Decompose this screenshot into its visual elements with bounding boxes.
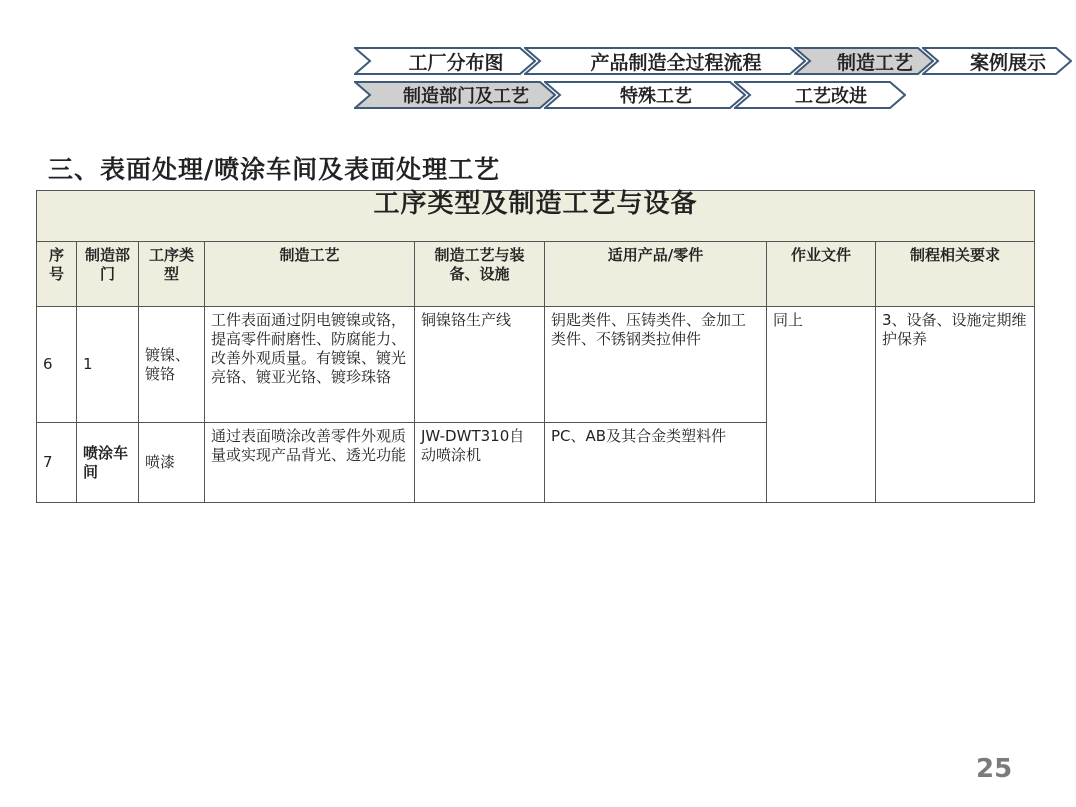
table-title: 工序类型及制造工艺与设备 bbox=[37, 191, 1035, 242]
cell-process: 工件表面通过阴电镀镍或铬，提高零件耐磨性、防腐能力、改善外观质量。有镀镍、镀光亮铬、镀亚光铬、镀珍珠铬 bbox=[205, 307, 415, 423]
cell-type: 镀镍、镀铬 bbox=[139, 307, 205, 423]
header-cell-requirements: 制程相关要求 bbox=[876, 242, 1035, 307]
cell-equipment: 铜镍铬生产线 bbox=[415, 307, 545, 423]
process-table bbox=[36, 190, 1035, 503]
cell-requirements: 3、设备、设施定期维护保养 bbox=[876, 307, 1035, 503]
cell-products: PC、AB及其合金类塑料件 bbox=[545, 423, 767, 503]
cell-products: 钥匙类件、压铸类件、金加工类件、不锈钢类拉伸件 bbox=[545, 307, 767, 423]
nav-subtab-special-process[interactable] bbox=[544, 81, 746, 109]
cell-dept: 喷涂车间 bbox=[77, 423, 139, 503]
header-cell-equipment: 制造工艺与装备、设施 bbox=[415, 242, 545, 307]
cell-dept: 1 bbox=[77, 307, 139, 423]
breadcrumb-nav bbox=[0, 0, 1076, 120]
nav-subtab-process-improvement[interactable] bbox=[734, 81, 906, 109]
header-cell-dept: 制造部门 bbox=[77, 242, 139, 307]
nav-tab-label: 产品制造全过程流程 bbox=[590, 51, 762, 74]
nav-tab-manufacturing-process[interactable] bbox=[794, 47, 934, 75]
nav-subtab-label: 工艺改进 bbox=[795, 86, 867, 107]
cell-type: 喷漆 bbox=[139, 423, 205, 503]
page-number: 25 bbox=[976, 754, 1013, 784]
nav-subtab-departments[interactable] bbox=[354, 81, 556, 109]
nav-tab-factory-map[interactable] bbox=[354, 47, 536, 75]
section-title: 三、表面处理/喷涂车间及表面处理工艺 bbox=[48, 155, 501, 184]
cell-process: 通过表面喷涂改善零件外观质量或实现产品背光、透光功能 bbox=[205, 423, 415, 503]
nav-tab-process-flow[interactable] bbox=[524, 47, 806, 75]
table-row bbox=[37, 307, 1035, 423]
header-cell-products: 适用产品/零件 bbox=[545, 242, 767, 307]
table-header-row bbox=[37, 242, 1035, 307]
header-cell-type: 工序类型 bbox=[139, 242, 205, 307]
nav-tab-label: 工厂分布图 bbox=[408, 51, 504, 74]
nav-subtab-label: 特殊工艺 bbox=[620, 86, 692, 107]
nav-tab-label: 案例展示 bbox=[969, 51, 1046, 74]
header-cell-process: 制造工艺 bbox=[205, 242, 415, 307]
header-cell-doc: 作业文件 bbox=[767, 242, 876, 307]
cell-no: 6 bbox=[37, 307, 77, 423]
nav-tab-label: 制造工艺 bbox=[836, 51, 913, 74]
cell-no: 7 bbox=[37, 423, 77, 503]
cell-equipment: JW-DWT310自动喷涂机 bbox=[415, 423, 545, 503]
nav-subtab-label: 制造部门及工艺 bbox=[403, 86, 529, 107]
header-cell-no: 序号 bbox=[37, 242, 77, 307]
cell-doc: 同上 bbox=[767, 307, 876, 503]
nav-tab-case-study[interactable] bbox=[922, 47, 1072, 75]
